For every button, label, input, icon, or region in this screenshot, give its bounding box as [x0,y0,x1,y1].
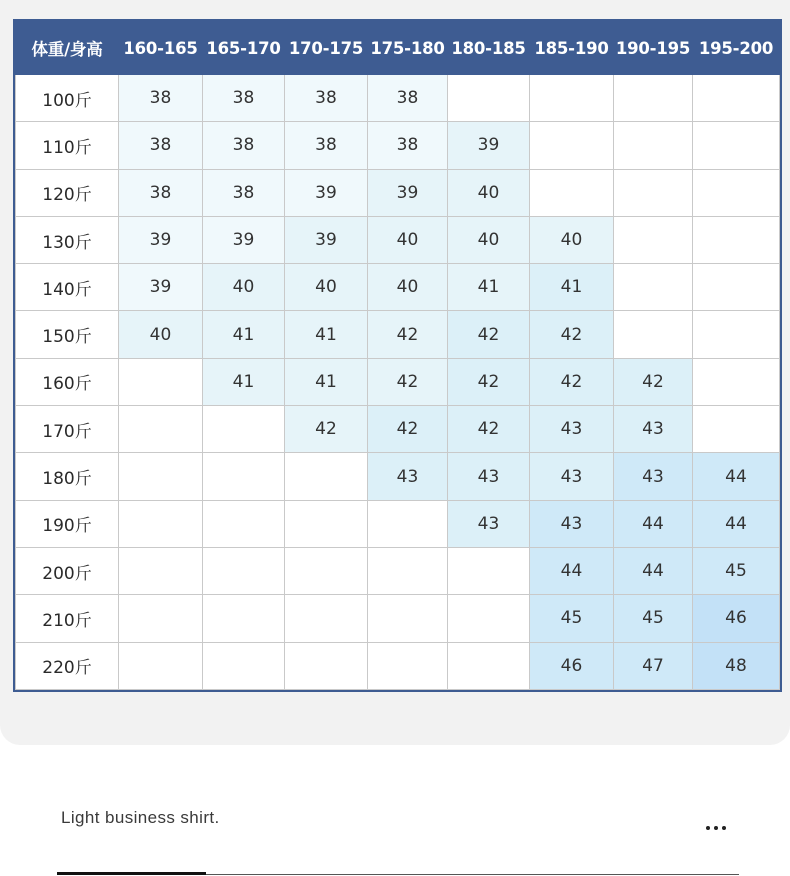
size-cell: 41 [285,358,368,405]
size-cell [119,642,203,689]
table-row [16,500,780,547]
height-header: 160-165 [119,22,203,75]
size-cell: 44 [530,547,614,594]
size-cell: 41 [448,264,530,311]
size-cell: 40 [530,216,614,263]
table-row [16,453,780,500]
size-cell: 40 [203,264,285,311]
weight-label: 110斤 [16,122,119,169]
size-cell [693,122,780,169]
size-cell [119,358,203,405]
size-cell: 39 [119,264,203,311]
weight-label: 120斤 [16,169,119,216]
size-cell [203,453,285,500]
size-cell [448,642,530,689]
more-horizontal-icon [722,826,726,830]
size-cell: 40 [285,264,368,311]
size-cell [693,311,780,358]
size-cell [285,547,368,594]
size-cell [119,406,203,453]
size-cell [368,547,448,594]
size-cell: 42 [285,406,368,453]
table-row [16,311,780,358]
size-cell [119,500,203,547]
size-cell: 44 [693,500,780,547]
size-cell: 42 [530,358,614,405]
size-cell [614,311,693,358]
size-cell: 43 [614,453,693,500]
height-header: 190-195 [614,22,693,75]
more-horizontal-icon [706,826,710,830]
height-header: 175-180 [368,22,448,75]
size-cell [693,406,780,453]
size-cell: 45 [614,595,693,642]
size-cell [203,500,285,547]
weight-label: 210斤 [16,595,119,642]
size-cell: 38 [285,75,368,122]
size-cell: 38 [285,122,368,169]
size-cell [119,547,203,594]
size-cell [119,453,203,500]
size-cell [285,595,368,642]
size-cell [285,500,368,547]
size-cell: 42 [368,406,448,453]
size-cell: 42 [530,311,614,358]
size-cell: 41 [203,358,285,405]
size-cell: 43 [530,406,614,453]
size-cell: 42 [448,358,530,405]
size-cell: 39 [285,169,368,216]
weight-label: 220斤 [16,642,119,689]
size-cell: 48 [693,642,780,689]
table-row [16,75,780,122]
height-header: 180-185 [448,22,530,75]
size-cell: 42 [614,358,693,405]
weight-label: 180斤 [16,453,119,500]
size-cell: 39 [203,216,285,263]
size-cell [368,595,448,642]
size-cell: 40 [119,311,203,358]
table-row [16,595,780,642]
size-cell: 38 [368,75,448,122]
size-cell [614,216,693,263]
table-row [16,122,780,169]
size-cell: 42 [368,358,448,405]
size-cell [530,122,614,169]
table-row [16,264,780,311]
weight-label: 200斤 [16,547,119,594]
size-chart-table [15,21,780,690]
table-header-row [16,22,780,75]
size-cell: 42 [448,406,530,453]
size-cell [530,75,614,122]
size-cell: 43 [530,453,614,500]
size-cell: 38 [203,75,285,122]
size-cell: 46 [530,642,614,689]
weight-label: 170斤 [16,406,119,453]
size-cell: 40 [448,216,530,263]
weight-label: 100斤 [16,75,119,122]
size-cell [119,595,203,642]
size-cell: 39 [285,216,368,263]
size-cell: 38 [368,122,448,169]
table-row [16,216,780,263]
size-cell [203,547,285,594]
size-cell [614,122,693,169]
height-header: 165-170 [203,22,285,75]
product-caption: Light business shirt. [61,808,220,827]
size-cell [448,595,530,642]
size-cell [693,358,780,405]
weight-label: 190斤 [16,500,119,547]
size-cell: 44 [614,500,693,547]
size-cell [368,500,448,547]
height-header: 185-190 [530,22,614,75]
size-cell: 45 [530,595,614,642]
weight-label: 140斤 [16,264,119,311]
size-cell: 40 [368,264,448,311]
weight-label: 160斤 [16,358,119,405]
table-row [16,406,780,453]
size-cell: 40 [448,169,530,216]
size-cell [448,547,530,594]
size-cell: 40 [368,216,448,263]
size-cell: 39 [119,216,203,263]
corner-header: 体重/身高 [16,22,119,75]
size-cell [530,169,614,216]
weight-label: 150斤 [16,311,119,358]
table-row [16,169,780,216]
size-cell: 43 [368,453,448,500]
size-cell [203,595,285,642]
size-cell: 44 [614,547,693,594]
size-cell: 38 [119,122,203,169]
more-options-button[interactable] [700,818,732,838]
size-cell: 39 [448,122,530,169]
size-cell: 38 [119,75,203,122]
size-cell [693,216,780,263]
size-cell: 43 [614,406,693,453]
table-row [16,547,780,594]
active-tab-indicator [57,872,206,875]
table-row [16,642,780,689]
size-cell [285,642,368,689]
size-cell [614,169,693,216]
size-cell [368,642,448,689]
size-cell: 43 [448,500,530,547]
size-cell [614,264,693,311]
size-cell: 45 [693,547,780,594]
table-row [16,358,780,405]
size-cell: 47 [614,642,693,689]
weight-label: 130斤 [16,216,119,263]
size-cell: 42 [448,311,530,358]
size-cell [203,642,285,689]
size-cell: 38 [203,122,285,169]
size-cell [693,169,780,216]
size-cell [203,406,285,453]
size-cell: 44 [693,453,780,500]
size-cell [614,75,693,122]
size-cell: 38 [203,169,285,216]
size-cell: 41 [203,311,285,358]
size-cell: 42 [368,311,448,358]
size-cell: 46 [693,595,780,642]
size-chart-body [16,75,780,690]
size-cell [285,453,368,500]
size-cell: 41 [285,311,368,358]
size-cell [693,264,780,311]
size-cell [693,75,780,122]
size-cell: 38 [119,169,203,216]
size-cell: 41 [530,264,614,311]
size-cell [448,75,530,122]
size-cell: 43 [530,500,614,547]
more-horizontal-icon [714,826,718,830]
size-cell: 43 [448,453,530,500]
height-header: 195-200 [693,22,780,75]
height-header: 170-175 [285,22,368,75]
size-cell: 39 [368,169,448,216]
